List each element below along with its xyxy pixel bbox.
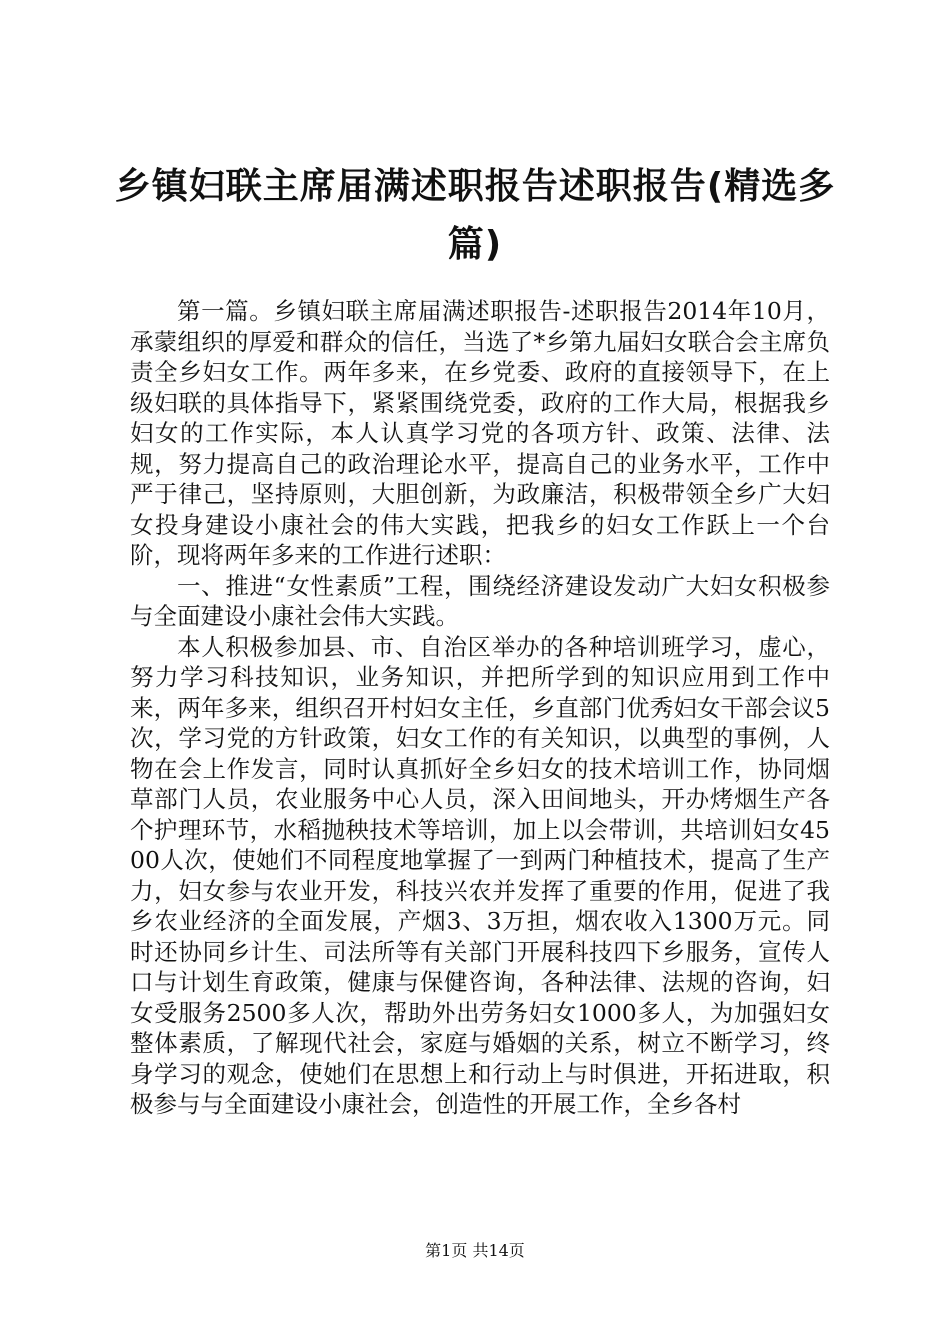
paragraph-training: 本人积极参加县、市、自治区举办的各种培训班学习，虚心，努力学习科技知识，业务知识，并把所学到的知识应用到工作中来，两年多来，组织召开村妇女主任，乡直部门优秀妇女干部会议5次，学习党的方针政策，妇女工作的有关知识，以典型的事例，人物在会上作发言，同时认真抓好全乡妇女的技术培训工作，协同烟草部门人员，农业服务中心人员，深入田间地头，开办烤烟生产各个护理环节，水稻抛秧技术等培训，加上以会带训，共培训妇女4500人次，使她们不同程度地掌握了一到两门种植技术，提高了生产力，妇女参与农业开发，科技兴农并发挥了重要的作用，促进了我乡农业经济的全面发展，产烟3、3万担，烟农收入1300万元。同时还协同乡计生、司法所等有关部门开展科技四下乡服务，宣传人口与计划生育政策，健康与保健咨询，各种法律、法规的咨询，妇女受服务2500多人次，帮助外出劳务妇女1000多人，为加强妇女整体素质，了解现代社会，家庭与婚姻的关系，树立不断学习，终身学习的观念，使她们在思想上和行动上与时俱进，开拓进取，积极参与与全面建设小康社会，创造性的开展工作，全乡各村 <box>130 632 830 1118</box>
paragraph-intro: 第一篇。乡镇妇联主席届满述职报告-述职报告2014年10月，承蒙组织的厚爱和群众的信任，当选了*乡第九届妇女联合会主席负责全乡妇女工作。两年多来，在乡党委、政府的直接领导下，在上级妇联的具体指导下，紧紧围绕党委，政府的工作大局，根据我乡妇女的工作实际，本人认真学习党的各项方针、政策、法律、法规，努力提高自己的政治理论水平，提高自己的业务水平，工作中严于律己，坚持原则，大胆创新，为政廉洁，积极带领全乡广大妇女投身建设小康社会的伟大实践，把我乡的妇女工作跃上一个台阶，现将两年多来的工作进行述职： <box>130 297 830 569</box>
document-title: 乡镇妇联主席届满述职报告述职报告(精选多篇) <box>114 166 836 265</box>
document-body <box>130 296 830 1120</box>
page-footer: 第1页 共14页 <box>425 1241 525 1260</box>
paragraph-section-one-heading: 一、推进“女性素质”工程，围绕经济建设发动广大妇女积极参与全面建设小康社会伟大实践。 <box>130 571 830 630</box>
